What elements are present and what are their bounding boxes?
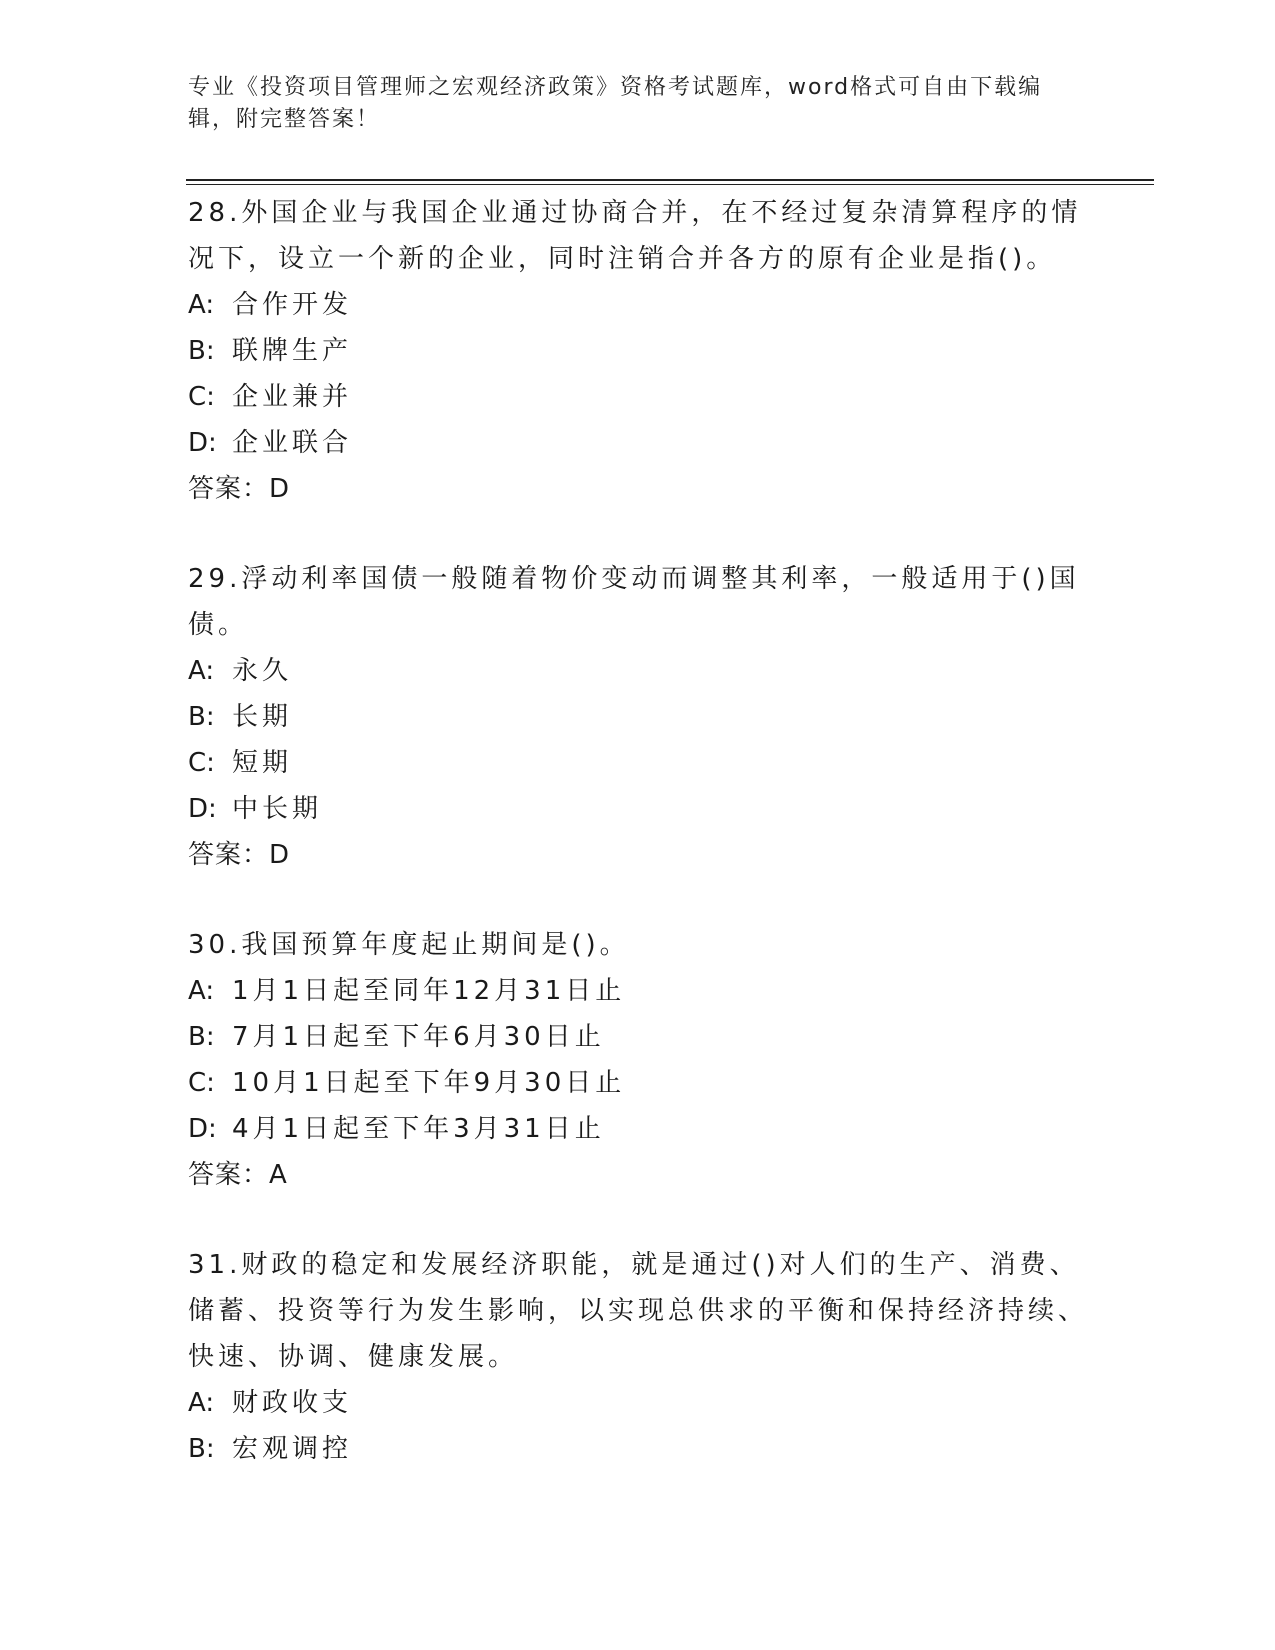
option-text: 中长期 xyxy=(232,794,323,824)
option-key: A: xyxy=(188,976,215,1006)
document-header: 专业《投资项目管理师之宏观经济政策》资格考试题库，word格式可自由下载编辑，附完整答案！ xyxy=(188,75,1043,132)
option-b xyxy=(188,328,1088,374)
answer-line: 答案：D xyxy=(188,840,291,870)
option-c xyxy=(188,1060,1088,1106)
option-c xyxy=(188,374,1088,420)
option-key: C: xyxy=(188,748,215,778)
option-text: 宏观调控 xyxy=(232,1434,353,1464)
option-text: 1月1日起至同年12月31日止 xyxy=(232,976,626,1006)
question-stem: 30.我国预算年度起止期间是()。 xyxy=(188,930,630,960)
option-text: 永久 xyxy=(232,656,293,686)
option-d xyxy=(188,786,1088,832)
option-key: B: xyxy=(188,702,215,732)
option-key: D: xyxy=(188,1114,217,1144)
option-text: 4月1日起至下年3月31日止 xyxy=(232,1114,605,1144)
option-key: B: xyxy=(188,1434,215,1464)
option-b xyxy=(188,694,1088,740)
header-divider-thin xyxy=(186,184,1154,185)
option-text: 财政收支 xyxy=(232,1388,353,1418)
option-key: A: xyxy=(188,1388,215,1418)
header-divider-thick xyxy=(186,179,1154,181)
answer-line: 答案：A xyxy=(188,1160,288,1190)
option-text: 企业联合 xyxy=(232,428,353,458)
option-key: B: xyxy=(188,1022,215,1052)
option-b xyxy=(188,1426,1088,1472)
question-stem: 29.浮动利率国债一般随着物价变动而调整其利率，一般适用于()国债。 xyxy=(188,564,1080,640)
option-a xyxy=(188,1380,1088,1426)
option-key: C: xyxy=(188,1068,215,1098)
option-a xyxy=(188,648,1088,694)
option-text: 7月1日起至下年6月30日止 xyxy=(232,1022,605,1052)
option-text: 长期 xyxy=(232,702,293,732)
question-stem: 31.财政的稳定和发展经济职能，就是通过()对人们的生产、消费、储蓄、投资等行为发生影响，以实现总供求的平衡和保持经济持续、快速、协调、健康发展。 xyxy=(188,1250,1089,1372)
option-text: 短期 xyxy=(232,748,293,778)
option-a xyxy=(188,968,1088,1014)
answer-line: 答案：D xyxy=(188,474,291,504)
option-key: A: xyxy=(188,656,215,686)
option-text: 企业兼并 xyxy=(232,382,353,412)
option-d xyxy=(188,420,1088,466)
question-29 xyxy=(188,556,1088,878)
option-text: 联牌生产 xyxy=(232,336,353,366)
question-30 xyxy=(188,922,1088,1198)
option-d xyxy=(188,1106,1088,1152)
option-c xyxy=(188,740,1088,786)
option-key: A: xyxy=(188,290,215,320)
question-list xyxy=(188,190,1088,1516)
option-key: C: xyxy=(188,382,215,412)
option-key: D: xyxy=(188,428,217,458)
option-text: 10月1日起至下年9月30日止 xyxy=(232,1068,626,1098)
option-key: B: xyxy=(188,336,215,366)
option-b xyxy=(188,1014,1088,1060)
option-key: D: xyxy=(188,794,217,824)
question-28 xyxy=(188,190,1088,512)
question-stem: 28.外国企业与我国企业通过协商合并，在不经过复杂清算程序的情况下，设立一个新的企业，同时注销合并各方的原有企业是指()。 xyxy=(188,198,1082,274)
option-text: 合作开发 xyxy=(232,290,353,320)
question-31 xyxy=(188,1242,1088,1472)
option-a xyxy=(188,282,1088,328)
